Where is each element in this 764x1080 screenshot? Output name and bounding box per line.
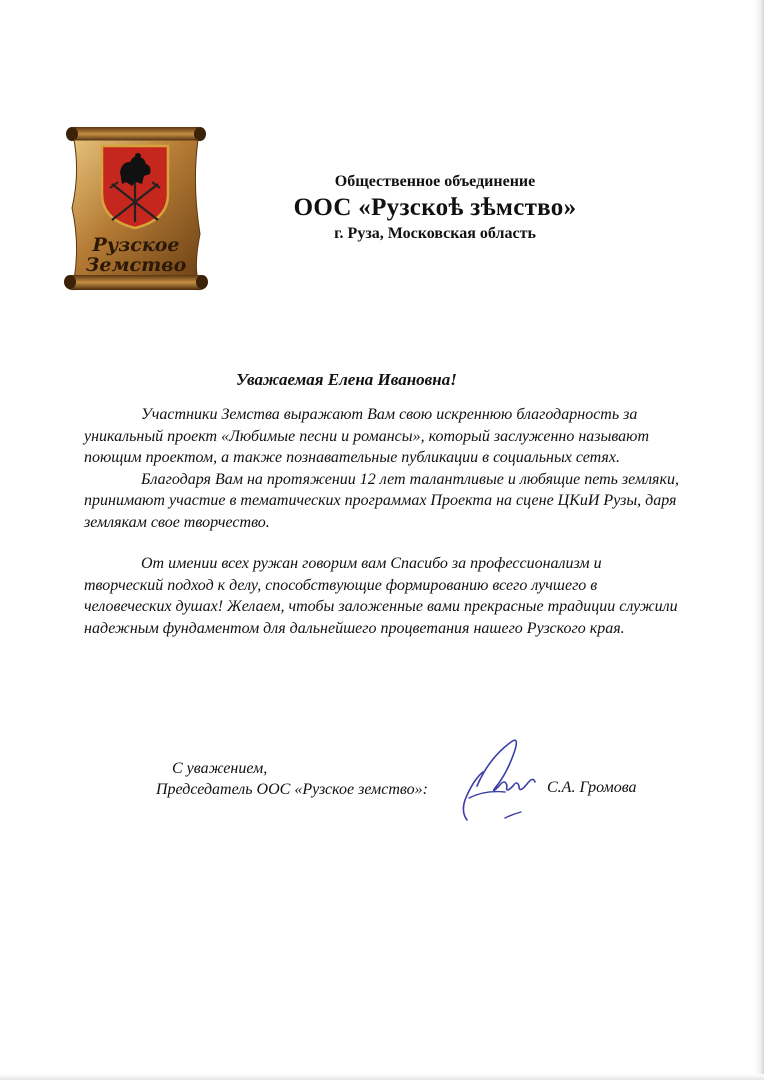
salutation: Уважаемая Елена Ивановна!: [236, 370, 457, 389]
page-edge-bottom: [0, 1074, 764, 1080]
scroll-top-roll: [66, 127, 206, 141]
closing-block: [156, 758, 428, 800]
handwritten-signature: [455, 728, 547, 828]
org-name: ООС «Рузскоѣ зѣмство»: [293, 194, 577, 221]
logo-text-line2: Земство: [85, 254, 187, 276]
paragraph-1: Участники Земства выражают Вам свою искреннюю благодарность за уникальный проект «Любимые песни и романсы», который заслуженно называют поющим проектом, а также познавательные публикации в социальных сетях.: [84, 406, 650, 466]
org-type: Общественное объединение: [334, 173, 536, 190]
closing-regards: С уважением,: [172, 760, 268, 777]
page-edge: [754, 0, 764, 1080]
closing-position: Председатель ООС «Рузское земство»:: [156, 781, 428, 798]
scroll-bottom-roll: [64, 275, 208, 290]
shield-icon: [102, 146, 168, 228]
signer-name: С.А. Громова: [547, 779, 637, 796]
org-city: г. Руза, Московская область: [334, 225, 536, 242]
logo-text-line1: Рузское: [92, 234, 180, 256]
paragraph-3: От имении всех ружан говорим вам Спасибо за профессионализм и творческий подход к делу, способствующие формированию всего лучшего в человеческих душах! Желаем, чтобы заложенные вами прекрасные традиции служили надежным фундаментом для дальнейшего процветания нашего Рузского края.: [84, 555, 678, 637]
letterhead: [270, 172, 600, 244]
letter-body: [84, 404, 684, 639]
paragraph-2: Благодаря Вам на протяжении 12 лет талантливые и любящие петь земляки, принимают участие в тематических программах Проекта на сцене ЦКиИ Рузы, даря землякам свое творчество.: [84, 470, 679, 531]
coat-of-arms-logo: [60, 124, 210, 296]
